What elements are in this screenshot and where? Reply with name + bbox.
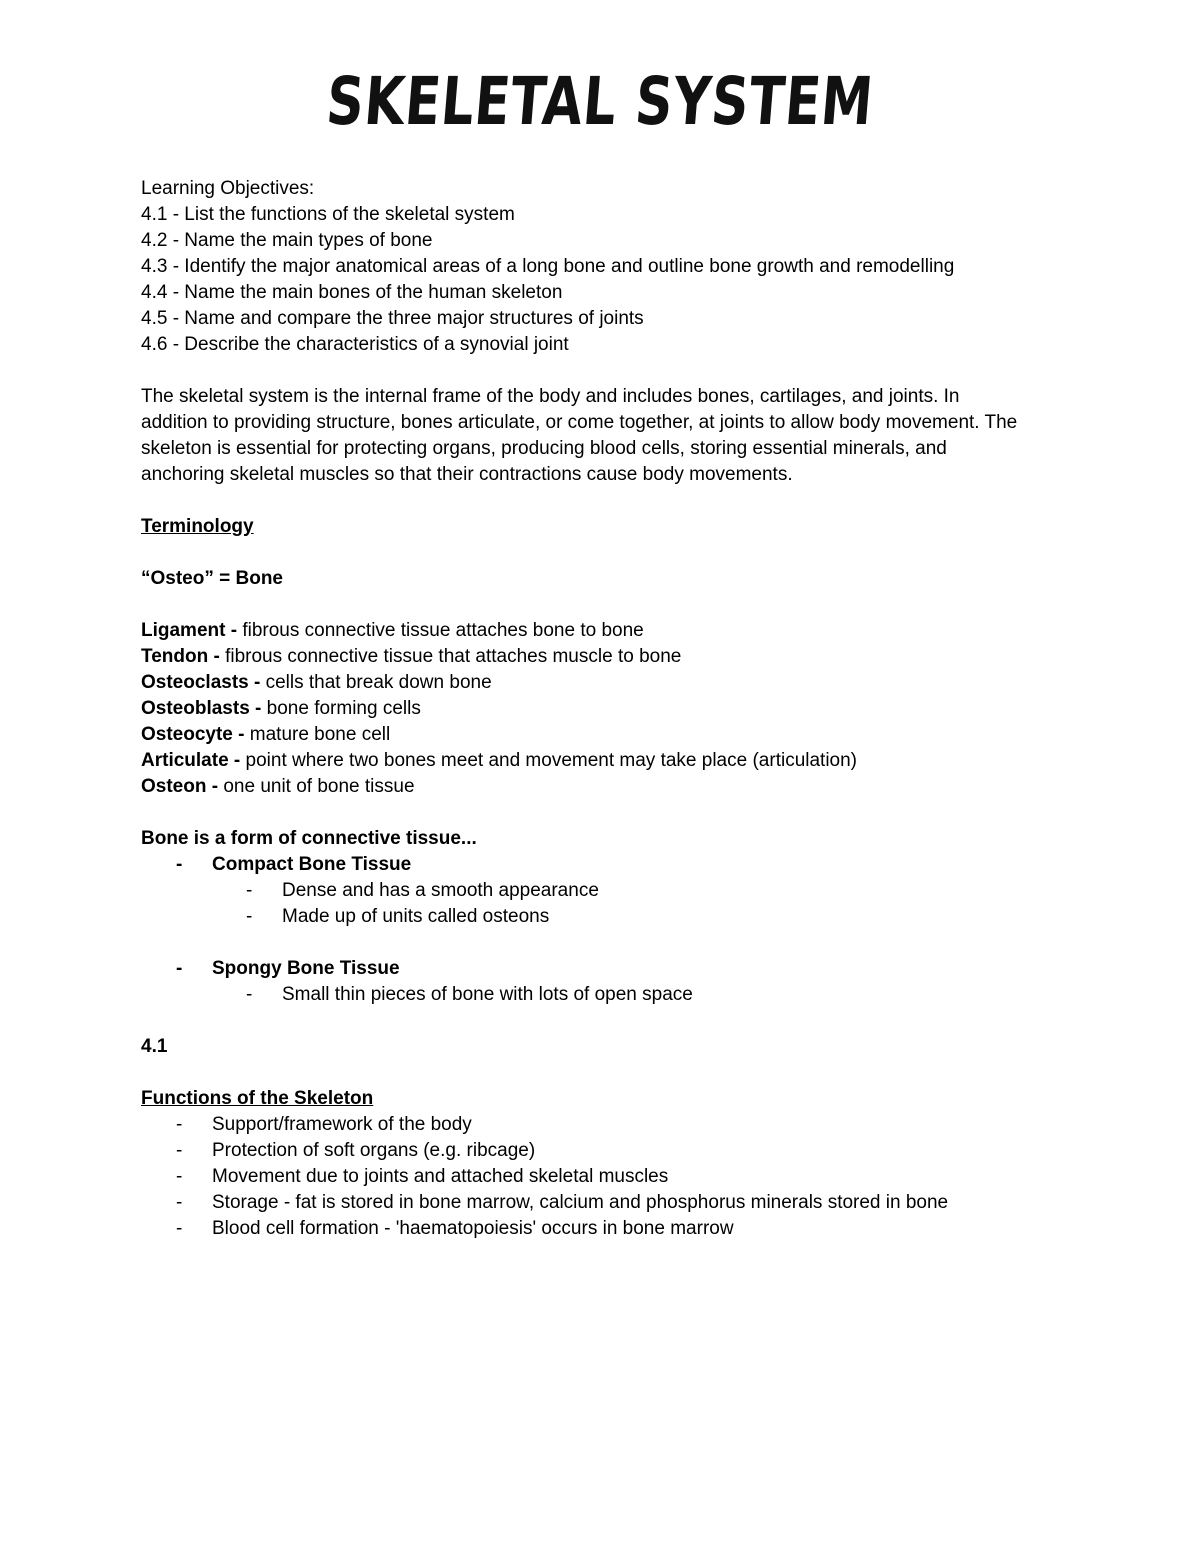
bullet-dash: - [246,880,253,901]
term-name: Articulate - [141,750,246,771]
intro-line: The skeletal system is the internal frame of the body and includes bones, cartilages, and joints. In [141,386,960,407]
bone-type-point-text: Dense and has a smooth appearance [282,880,599,901]
term-name: Ligament - [141,620,243,641]
function-text: Blood cell formation - 'haematopoiesis' occurs in bone marrow [212,1218,734,1239]
intro-line: anchoring skeletal muscles so that their contractions cause body movements. [141,464,793,485]
bone-type-item [141,956,1061,982]
bone-type-name: Spongy Bone Tissue [212,958,400,979]
term-definition: cells that break down bone [265,672,492,693]
term-name: Osteon - [141,776,224,797]
function-item [141,1112,1061,1138]
bone-type-point [141,878,1061,904]
term-name: Tendon - [141,646,226,667]
objective-item: 4.2 - Name the main types of bone [141,230,433,251]
function-text: Support/framework of the body [212,1114,472,1135]
bullet-dash: - [176,854,183,875]
document-body [141,176,1061,1242]
page-title: SKELETAL SYSTEM [323,63,877,140]
osteo-definition: “Osteo” = Bone [141,568,283,589]
bullet-dash: - [176,1114,183,1135]
section-number: 4.1 [141,1036,168,1057]
bullet-dash: - [176,1192,183,1213]
objectives-heading: Learning Objectives: [141,178,315,199]
term-name: Osteoclasts - [141,672,266,693]
term-row [141,618,1061,644]
objective-item: 4.3 - Identify the major anatomical areas of a long bone and outline bone growth and remodelling [141,256,955,277]
intro-line: skeleton is essential for protecting organs, producing blood cells, storing essential minerals, and [141,438,947,459]
function-item [141,1216,1061,1242]
bullet-dash: - [246,906,253,927]
bullet-dash: - [246,984,253,1005]
term-row [141,722,1061,748]
bone-type-name: Compact Bone Tissue [212,854,412,875]
term-definition: fibrous connective tissue that attaches muscle to bone [225,646,682,667]
term-definition: mature bone cell [249,724,391,745]
objective-item: 4.5 - Name and compare the three major structures of joints [141,308,644,329]
function-text: Movement due to joints and attached skeletal muscles [212,1166,669,1187]
function-item [141,1138,1061,1164]
term-row [141,748,1061,774]
bullet-dash: - [176,958,183,979]
term-definition: fibrous connective tissue attaches bone to bone [242,620,644,641]
function-text: Storage - fat is stored in bone marrow, calcium and phosphorus minerals stored in bone [212,1192,949,1213]
function-item [141,1190,1061,1216]
bone-type-point-text: Made up of units called osteons [282,906,550,927]
term-row [141,644,1061,670]
objective-item: 4.6 - Describe the characteristics of a synovial joint [141,334,569,355]
term-name: Osteoblasts - [141,698,267,719]
term-row [141,670,1061,696]
terminology-heading: Terminology [141,516,254,537]
bone-type-point-text: Small thin pieces of bone with lots of open space [282,984,693,1005]
spacer [141,1008,1061,1034]
bone-type-point [141,904,1061,930]
function-item [141,1164,1061,1190]
term-definition: one unit of bone tissue [223,776,415,797]
term-row [141,696,1061,722]
term-row [141,774,1061,800]
bullet-dash: - [176,1140,183,1161]
spacer [141,1060,1061,1086]
bone-heading: Bone is a form of connective tissue... [141,828,477,849]
bone-type-item [141,852,1061,878]
bullet-dash: - [176,1218,183,1239]
term-definition: bone forming cells [266,698,421,719]
intro-line: addition to providing structure, bones articulate, or come together, at joints to allow body movement. The [141,412,1018,433]
function-text: Protection of soft organs (e.g. ribcage) [212,1140,536,1161]
bullet-dash: - [176,1166,183,1187]
spacer [141,488,1061,514]
term-definition: point where two bones meet and movement may take place (articulation) [245,750,858,771]
spacer [141,540,1061,566]
term-name: Osteocyte - [141,724,250,745]
spacer [141,800,1061,826]
spacer [141,930,1061,956]
functions-heading: Functions of the Skeleton [141,1088,374,1109]
objective-item: 4.4 - Name the main bones of the human skeleton [141,282,563,303]
spacer [141,358,1061,384]
bone-type-point [141,982,1061,1008]
objective-item: 4.1 - List the functions of the skeletal system [141,204,515,225]
spacer [141,592,1061,618]
